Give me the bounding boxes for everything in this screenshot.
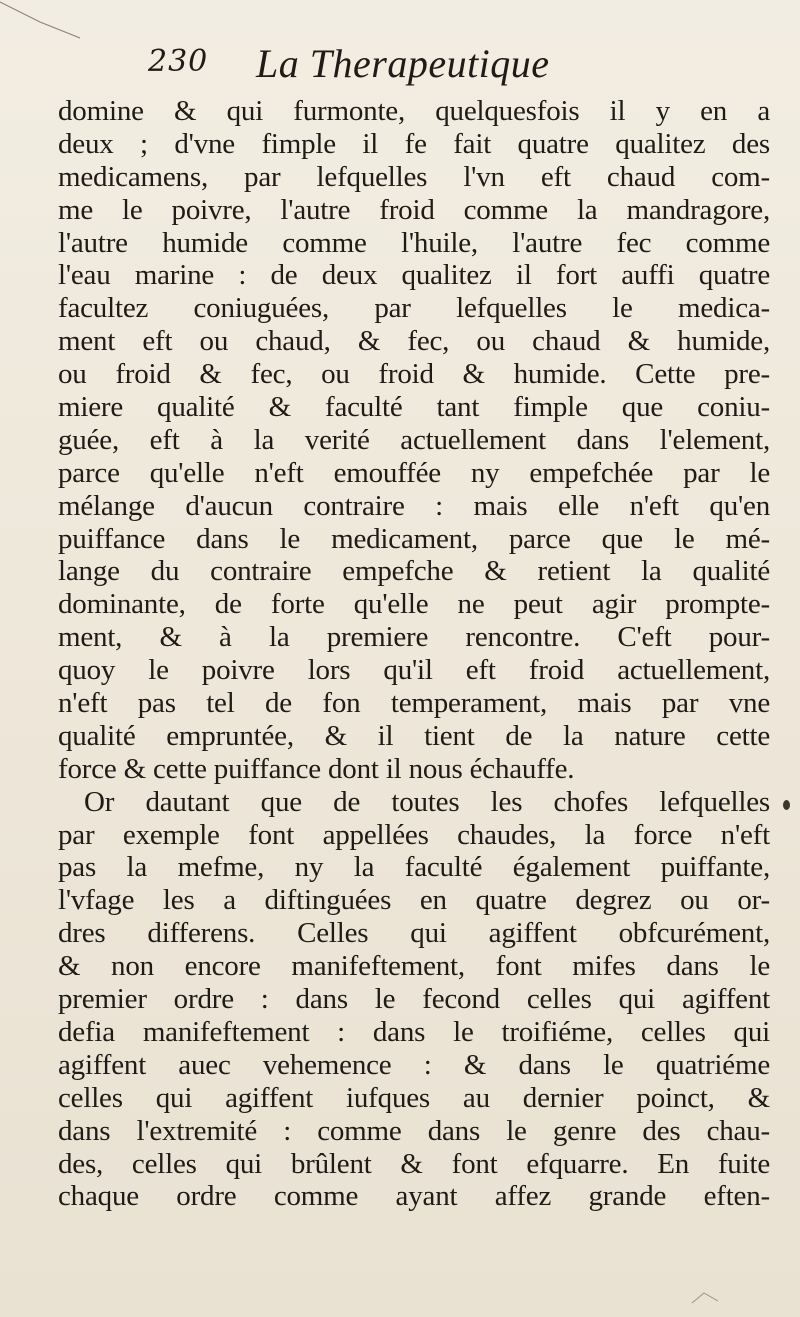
text-line: ment eft ou chaud, & fec, ou chaud & humide, bbox=[58, 325, 770, 358]
text-line: chaque ordre comme ayant affez grande eften- bbox=[58, 1180, 770, 1213]
running-title: La Therapeutique bbox=[256, 41, 550, 86]
page-header bbox=[148, 40, 708, 88]
text-line: celles qui agiffent iufques au dernier poinct, & bbox=[58, 1081, 770, 1114]
text-line: domine & qui furmonte, quelquesfois il y en a bbox=[58, 95, 770, 127]
text-line: medicamens, par lefquelles l'vn eft chaud com- bbox=[58, 160, 770, 193]
text-line: puiffance dans le medicament, parce que le mé- bbox=[58, 522, 770, 555]
text-line: l'vfage les a diftinguées en quatre degrez ou or- bbox=[58, 884, 770, 917]
text-line: miere qualité & faculté tant fimple que coniu- bbox=[58, 391, 770, 424]
text-line: qualité empruntée, & il tient de la nature cette bbox=[58, 719, 770, 752]
text-line: l'eau marine : de deux qualitez il fort auffi quatre bbox=[58, 259, 770, 292]
text-line: dres differens. Celles qui agiffent obfcurément, bbox=[58, 917, 770, 950]
text-line: mélange d'aucun contraire : mais elle n'eft qu'en bbox=[58, 489, 770, 522]
page-corner-mark bbox=[690, 1275, 720, 1305]
text-line: premier ordre : dans le fecond celles qui agiffent bbox=[58, 983, 770, 1016]
text-line: l'autre humide comme l'huile, l'autre fec comme bbox=[58, 226, 770, 259]
text-line: ment, & à la premiere rencontre. C'eft pour- bbox=[58, 621, 770, 654]
text-line: par exemple font appellées chaudes, la force n'eft bbox=[58, 818, 770, 851]
paragraph-1 bbox=[58, 95, 770, 786]
text-line: quoy le poivre lors qu'il eft froid actuellement, bbox=[58, 654, 770, 687]
text-line: guée, eft à la verité actuellement dans l'element, bbox=[58, 423, 770, 456]
text-line: dominante, de forte qu'elle ne peut agir prompte- bbox=[58, 588, 770, 621]
text-line: dans l'extremité : comme dans le genre des chau- bbox=[58, 1114, 770, 1147]
text-line: & non encore manifeftement, font mifes dans le bbox=[58, 950, 770, 983]
text-line: agiffent auec vehemence : & dans le quatriéme bbox=[58, 1048, 770, 1081]
text-line: pas la mefme, ny la faculté également puiffante, bbox=[58, 851, 770, 884]
text-line: defia manifeftement : dans le troifiéme, celles qui bbox=[58, 1015, 770, 1048]
text-line: me le poivre, l'autre froid comme la mandragore, bbox=[58, 193, 770, 226]
text-line: Or dautant que de toutes les chofes lefquelles bbox=[84, 785, 770, 818]
text-line: lange du contraire empefche & retient la qualité bbox=[58, 555, 770, 588]
text-line: ou froid & fec, ou froid & humide. Cette pre- bbox=[58, 358, 770, 391]
body-text bbox=[58, 95, 770, 1213]
text-line: deux ; d'vne fimple il fe fait quatre qualitez des bbox=[58, 127, 770, 160]
text-line: force & cette puiffance dont il nous échauffe. bbox=[58, 752, 575, 785]
page-number: 230 bbox=[148, 44, 209, 79]
ink-speck bbox=[783, 800, 790, 810]
text-line: n'eft pas tel de fon temperament, mais par vne bbox=[58, 687, 770, 720]
text-line: parce qu'elle n'eft emouffée ny empefchée par le bbox=[58, 456, 770, 489]
page-corner-crease bbox=[0, 0, 80, 60]
text-line: facultez coniuguées, par lefquelles le medica- bbox=[58, 292, 770, 325]
paragraph-2 bbox=[58, 786, 770, 1214]
text-line: des, celles qui brûlent & font efquarre. En fuite bbox=[58, 1147, 770, 1180]
